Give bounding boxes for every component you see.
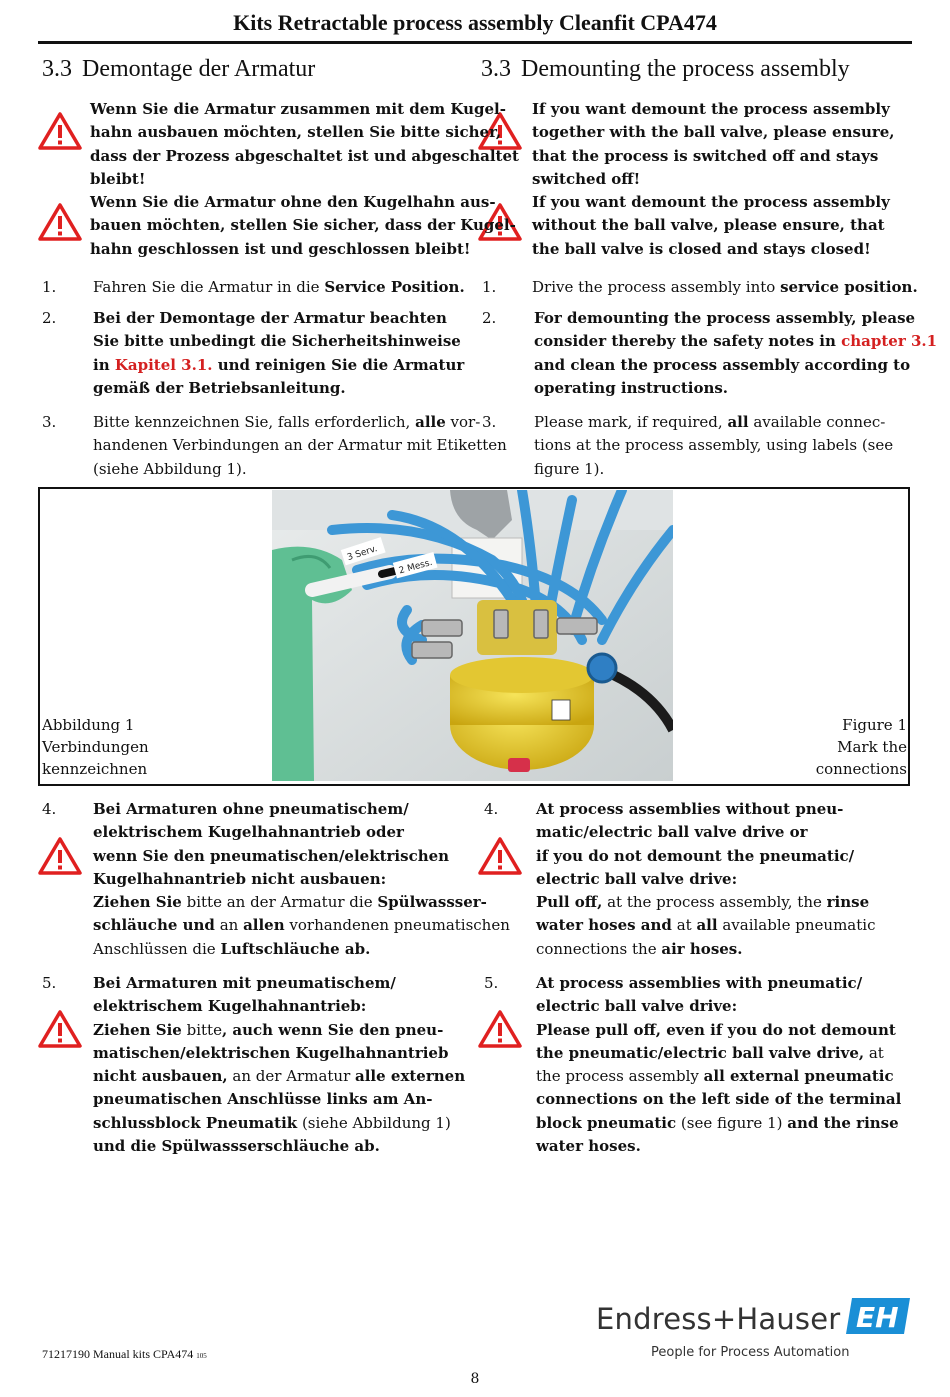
eh-logo-icon xyxy=(846,1298,910,1334)
text-line: elektrischem Kugelhahnantrieb: xyxy=(93,997,367,1016)
text-line: Wenn Sie die Armatur zusammen mit dem Kugel- xyxy=(90,100,506,118)
text-run: Drive the process assembly into xyxy=(532,278,781,296)
text-line: For demounting the process assembly, please xyxy=(534,309,916,327)
text-line: If you want demount the process assembly xyxy=(532,193,890,211)
step-4-en xyxy=(536,798,875,961)
figure-caption-de xyxy=(42,714,149,780)
text-run-bold: alle xyxy=(415,413,446,431)
text-line: matischen/elektrischen Kugelhahnantrieb xyxy=(93,1043,449,1062)
step-3-en xyxy=(534,411,893,481)
warning-icon xyxy=(38,1009,82,1049)
text-run: bitte an der Armatur die xyxy=(181,893,378,912)
text-line: matic/electric ball valve drive or xyxy=(536,823,808,842)
section-title-de xyxy=(42,56,315,83)
text-line xyxy=(93,1065,465,1088)
text-line: (siehe Abbildung 1). xyxy=(93,459,247,478)
text-line xyxy=(536,1112,901,1135)
text-run: available connec- xyxy=(748,413,886,431)
text-line: At process assemblies without pneu- xyxy=(536,800,844,818)
text-run-bold: all xyxy=(727,413,749,431)
hose-label-1-text: 3 Serv. xyxy=(346,544,379,564)
text-run: Fahren Sie die Armatur in die xyxy=(93,278,325,296)
text-line: the ball valve is closed and stays closed! xyxy=(532,239,871,258)
warning-icon xyxy=(38,202,82,242)
text-line: pneumatischen Anschlüsse links am An- xyxy=(93,1090,433,1109)
document-reference xyxy=(42,1347,207,1362)
brand-name: Endress+Hauser xyxy=(596,1302,841,1336)
text-line: gemäß der Betriebsanleitung. xyxy=(93,378,346,397)
text-line: that the process is switched off and stays xyxy=(532,146,879,165)
text-line xyxy=(536,891,875,914)
text-run-bold: all external pneumatic xyxy=(703,1067,894,1086)
text-line: figure 1). xyxy=(534,459,605,478)
text-run: Anschlüssen die xyxy=(93,939,221,958)
text-run: at the process assembly, the xyxy=(602,893,827,912)
text-line: Wenn Sie die Armatur ohne den Kugelhahn aus- xyxy=(90,193,496,211)
text-run: Bitte kennzeichnen Sie, falls erforderlich, xyxy=(93,413,416,431)
section-title-en xyxy=(481,56,850,83)
connection-photo xyxy=(272,490,673,781)
text-run-bold: schlussblock Pneumatik xyxy=(93,1113,298,1132)
text-line: If you want demount the process assembly xyxy=(532,100,890,118)
text-line: electric ball valve drive: xyxy=(536,869,738,888)
text-run: at xyxy=(864,1043,884,1062)
text-run-bold: Pull off, xyxy=(536,893,603,912)
text-line xyxy=(93,891,510,914)
text-line: Kugelhahnantrieb nicht ausbauen: xyxy=(93,869,387,888)
text-run: at xyxy=(671,916,697,935)
text-line: hahn geschlossen ist und geschlossen bleibt! xyxy=(90,239,471,258)
warning-text-de-2 xyxy=(90,191,516,261)
text-line: Abbildung 1 xyxy=(42,716,135,734)
text-run: und reinigen Sie die Armatur xyxy=(212,355,465,374)
text-line: Bei Armaturen mit pneumatischem/ xyxy=(93,974,396,992)
text-run-bold: air hoses. xyxy=(661,939,743,958)
text-run: in xyxy=(93,355,115,374)
step-1-de xyxy=(93,276,465,299)
text-line: without the ball valve, please ensure, that xyxy=(532,216,885,235)
chapter-link[interactable]: chapter 3.1 xyxy=(841,332,938,351)
text-line: und die Spülwassserschläuche ab. xyxy=(93,1137,380,1156)
text-run: (siehe Abbildung 1) xyxy=(297,1113,451,1132)
figure-caption-en xyxy=(816,714,907,780)
text-run-bold: water hoses and xyxy=(536,916,672,935)
text-line: Bei Armaturen ohne pneumatischem/ xyxy=(93,800,409,818)
text-run-bold: Ziehen Sie xyxy=(93,1020,182,1039)
brand-slogan: People for Process Automation xyxy=(651,1345,850,1360)
text-line: hahn ausbauen möchten, stellen Sie bitte sicher, xyxy=(90,123,502,142)
text-run: vorhandenen pneumatischen xyxy=(284,916,510,935)
hose-label-2-text: 2 Mess. xyxy=(397,557,434,577)
warning-icon xyxy=(478,1009,522,1049)
text-line: kennzeichnen xyxy=(42,760,148,778)
text-line: bauen möchten, stellen Sie sicher, dass der Kugel- xyxy=(90,216,516,235)
step-number: 3. xyxy=(482,413,497,431)
text-run-bold: Spülwassser- xyxy=(377,893,487,912)
text-run-bold: Service Position. xyxy=(324,278,465,296)
step-number: 2. xyxy=(42,309,57,327)
text-line: elektrischem Kugelhahnantrieb oder xyxy=(93,823,404,842)
text-line: connections on the left side of the terminal xyxy=(536,1090,902,1109)
text-line: dass der Prozess abgeschaltet ist und abgeschaltet xyxy=(90,146,519,165)
text-line: Bei der Demontage der Armatur beachten xyxy=(93,309,447,327)
text-run-bold: all xyxy=(696,916,718,935)
step-number: 1. xyxy=(482,278,497,296)
text-line: Verbindungen xyxy=(42,738,149,756)
text-line: bleibt! xyxy=(90,169,146,188)
page-number: 8 xyxy=(470,1371,480,1387)
warning-icon xyxy=(38,111,82,151)
step-number: 4. xyxy=(42,800,57,818)
text-line xyxy=(536,1065,901,1088)
doc-ref-small: 105 xyxy=(196,1352,207,1360)
text-line: water hoses. xyxy=(536,1137,641,1156)
section-number: 3.3 xyxy=(42,56,72,82)
text-run: vor- xyxy=(445,413,481,431)
step-3-de xyxy=(93,411,507,481)
page-header-title: Kits Retractable process assembly Cleanfit CPA474 xyxy=(233,10,717,35)
text-run-bold: Luftschläuche ab. xyxy=(220,939,371,958)
text-run-bold: alle externen xyxy=(355,1067,466,1086)
warning-text-de-1 xyxy=(90,98,519,191)
text-run-bold: the pneumatic/electric ball valve drive, xyxy=(536,1043,865,1062)
header-rule xyxy=(38,41,912,44)
text-line: operating instructions. xyxy=(534,378,729,397)
text-run: available pneumatic xyxy=(717,916,876,935)
text-run: an der Armatur xyxy=(227,1067,356,1086)
step-5-en xyxy=(536,972,901,1158)
text-line: wenn Sie den pneumatischen/elektrischen xyxy=(93,846,450,865)
text-run: Please mark, if required, xyxy=(534,413,728,431)
text-run-bold: Ziehen Sie xyxy=(93,893,182,912)
text-run: the process assembly xyxy=(536,1067,704,1086)
text-line xyxy=(93,1019,465,1042)
warning-icon xyxy=(38,836,82,876)
section-title-text: Demounting the process assembly xyxy=(521,56,850,82)
text-run-bold: schläuche und xyxy=(93,916,215,935)
text-line: and clean the process assembly according to xyxy=(534,355,911,374)
step-2-de xyxy=(93,307,464,400)
text-line xyxy=(534,411,893,434)
step-5-de xyxy=(93,972,465,1158)
text-run-bold: and the rinse xyxy=(787,1113,899,1132)
step-number: 1. xyxy=(42,278,57,296)
text-run: an xyxy=(214,916,244,935)
chapter-link[interactable]: Kapitel 3.1. xyxy=(114,355,213,374)
text-line: tions at the process assembly, using labels (see xyxy=(534,436,894,455)
text-line: connections xyxy=(815,760,907,778)
text-line xyxy=(536,1042,901,1065)
logo-letters: EH xyxy=(856,1301,899,1334)
step-number: 2. xyxy=(482,309,497,327)
text-line: together with the ball valve, please ensure, xyxy=(532,123,895,142)
text-line: electric ball valve drive: xyxy=(536,997,738,1016)
text-line: Sie bitte unbedingt die Sicherheitshinweise xyxy=(93,332,461,351)
text-run-bold: block pneumatic xyxy=(536,1113,677,1132)
text-line: At process assemblies with pneumatic/ xyxy=(536,974,863,992)
text-run-bold: allen xyxy=(243,916,285,935)
warning-text-en-2 xyxy=(532,191,890,261)
text-line: handenen Verbindungen an der Armatur mit Etiketten xyxy=(93,436,507,455)
doc-ref-text: 71217190 Manual kits CPA474 xyxy=(42,1347,194,1361)
text-line xyxy=(93,1112,465,1135)
text-line xyxy=(93,914,510,937)
text-run: (see figure 1) xyxy=(676,1113,788,1132)
step-number: 4. xyxy=(484,800,499,818)
text-line xyxy=(536,938,875,961)
text-run-bold: nicht ausbauen, xyxy=(93,1067,228,1086)
text-line xyxy=(536,914,875,937)
step-number: 5. xyxy=(484,974,499,992)
text-line xyxy=(93,411,507,434)
text-run-bold: rinse xyxy=(826,893,870,912)
warning-text-en-1 xyxy=(532,98,895,191)
text-line: Please pull off, even if you do not demount xyxy=(536,1020,896,1039)
text-run: consider thereby the safety notes in xyxy=(534,332,842,351)
text-line xyxy=(93,354,464,377)
text-line xyxy=(93,938,510,961)
text-line: Mark the xyxy=(837,738,907,756)
text-line: if you do not demount the pneumatic/ xyxy=(536,846,855,865)
step-1-en xyxy=(532,276,918,299)
text-run-bold: service position. xyxy=(780,278,918,296)
text-run-bold: , auch wenn Sie den pneu- xyxy=(221,1020,444,1039)
section-number: 3.3 xyxy=(481,56,511,82)
step-2-en xyxy=(534,307,937,400)
step-number: 5. xyxy=(42,974,57,992)
figure-photo xyxy=(272,490,673,781)
text-line: switched off! xyxy=(532,169,641,188)
step-4-de xyxy=(93,798,510,961)
text-line: Figure 1 xyxy=(842,716,907,734)
text-run: connections the xyxy=(536,939,662,958)
text-line xyxy=(534,330,937,353)
step-number: 3. xyxy=(42,413,57,431)
section-title-text: Demontage der Armatur xyxy=(82,56,316,82)
text-run: bitte xyxy=(181,1020,222,1039)
